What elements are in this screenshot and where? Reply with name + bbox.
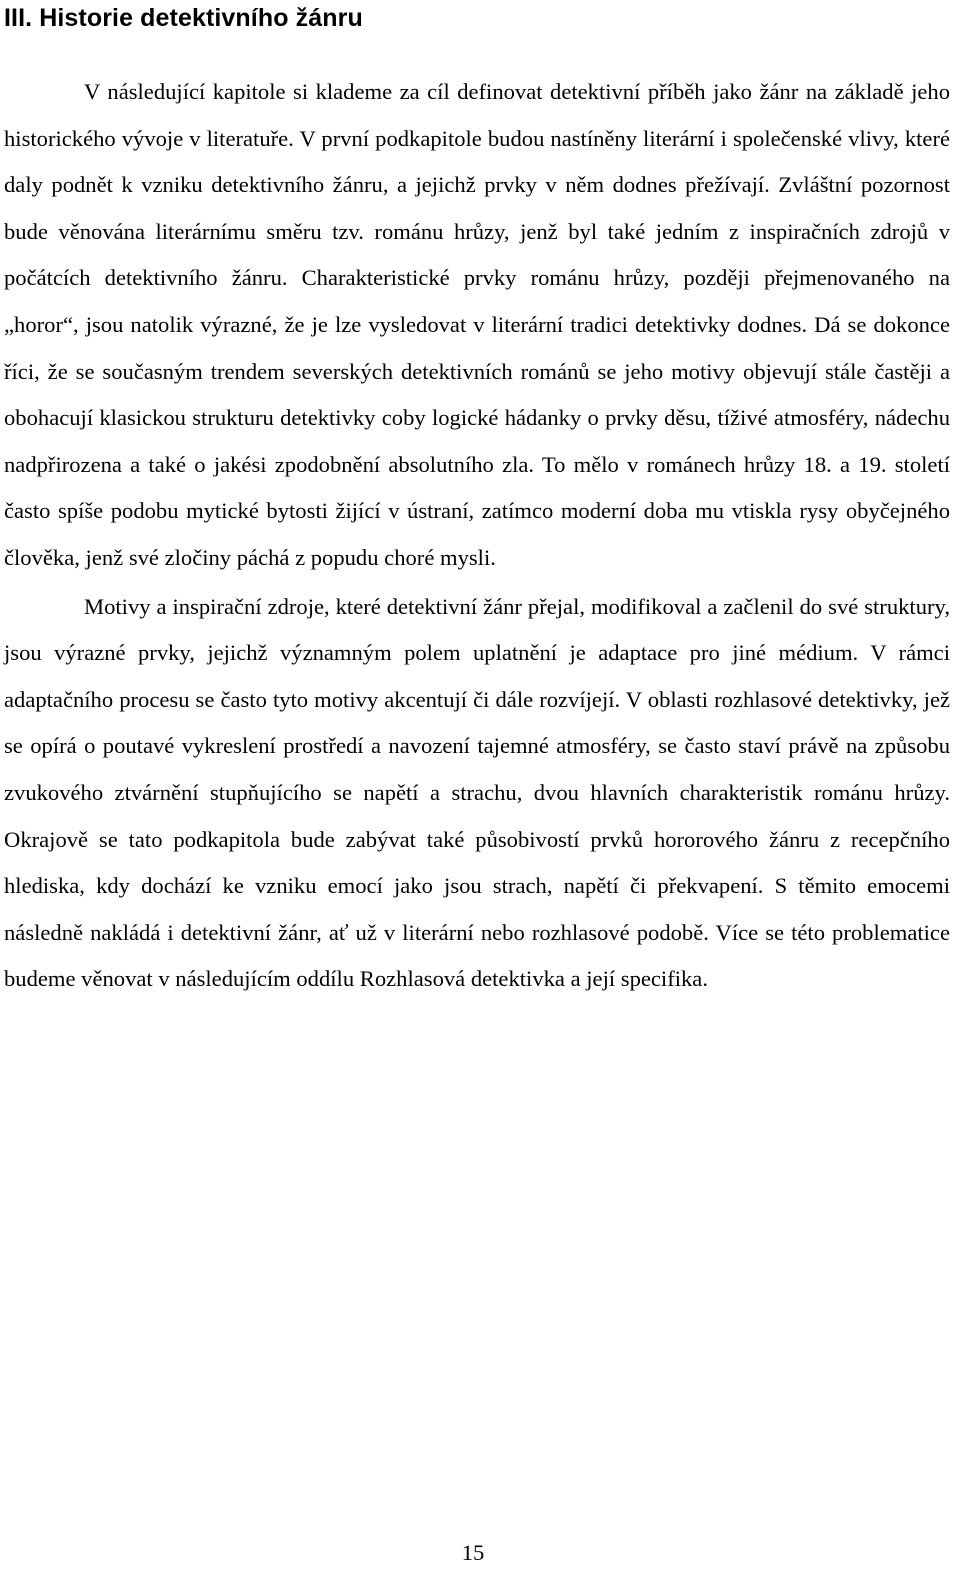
page-number: 15 <box>461 1540 485 1565</box>
body-paragraph: Motivy a inspirační zdroje, které detektivní žánr přejal, modifikoval a začlenil do své struktury, jsou výrazné prvky, jejichž významným polem uplatnění je adaptace pro jiné médium. V rámci adaptačního procesu se často tyto motivy akcentují či dále rozvíjejí. V oblasti rozhlasové detektivky, jež se opírá o poutavé vykreslení prostředí a navození tajemné atmosféry, se často staví právě na způsobu zvukového ztvárnění stupňujícího se napětí a strachu, dvou hlavních charakteristik románu hrůzy. Okrajově se tato podkapitola bude zabývat také působivostí prvků hororového žánru z recepčního hlediska, kdy dochází ke vzniku emocí jako jsou strach, napětí či překvapení. S těmito emocemi následně nakládá i detektivní žánr, ať už v literární nebo rozhlasové podobě. Více se této problematice budeme věnovat v následujícím oddílu Rozhlasová detektivka a její specifika. <box>4 593 950 992</box>
chapter-heading: III. Historie detektivního žánru <box>4 4 363 32</box>
body-paragraph: V následující kapitole si klademe za cíl definovat detektivní příběh jako žánr na základě jeho historického vývoje v literatuře. V první podkapitole budou nastíněny literární i společenské vlivy, které daly podnět k vzniku detektivního žánru, a jejichž prvky v něm dodnes přežívají. Zvláštní pozornost bude věnována literárnímu směru tzv. románu hrůzy, jenž byl také jedním z inspiračních zdrojů v počátcích detektivního žánru. Charakteristické prvky románu hrůzy, později přejmenovaného na „horor“, jsou natolik výrazné, že je lze vysledovat v literární tradici detektivky dodnes. Dá se dokonce říci, že se současným trendem severských detektivních románů se jeho motivy objevují stále častěji a obohacují klasickou strukturu detektivky coby logické hádanky o prvky děsu, tíživé atmosféry, nádechu nadpřirozena a také o jakési zpodobnění absolutního zla. To mělo v románech hrůzy 18. a 19. století často spíše podobu mytické bytosti žijící v ústraní, zatímco moderní doba mu vtiskla rysy obyčejného člověka, jenž své zločiny páchá z popudu choré mysli. <box>4 79 950 570</box>
